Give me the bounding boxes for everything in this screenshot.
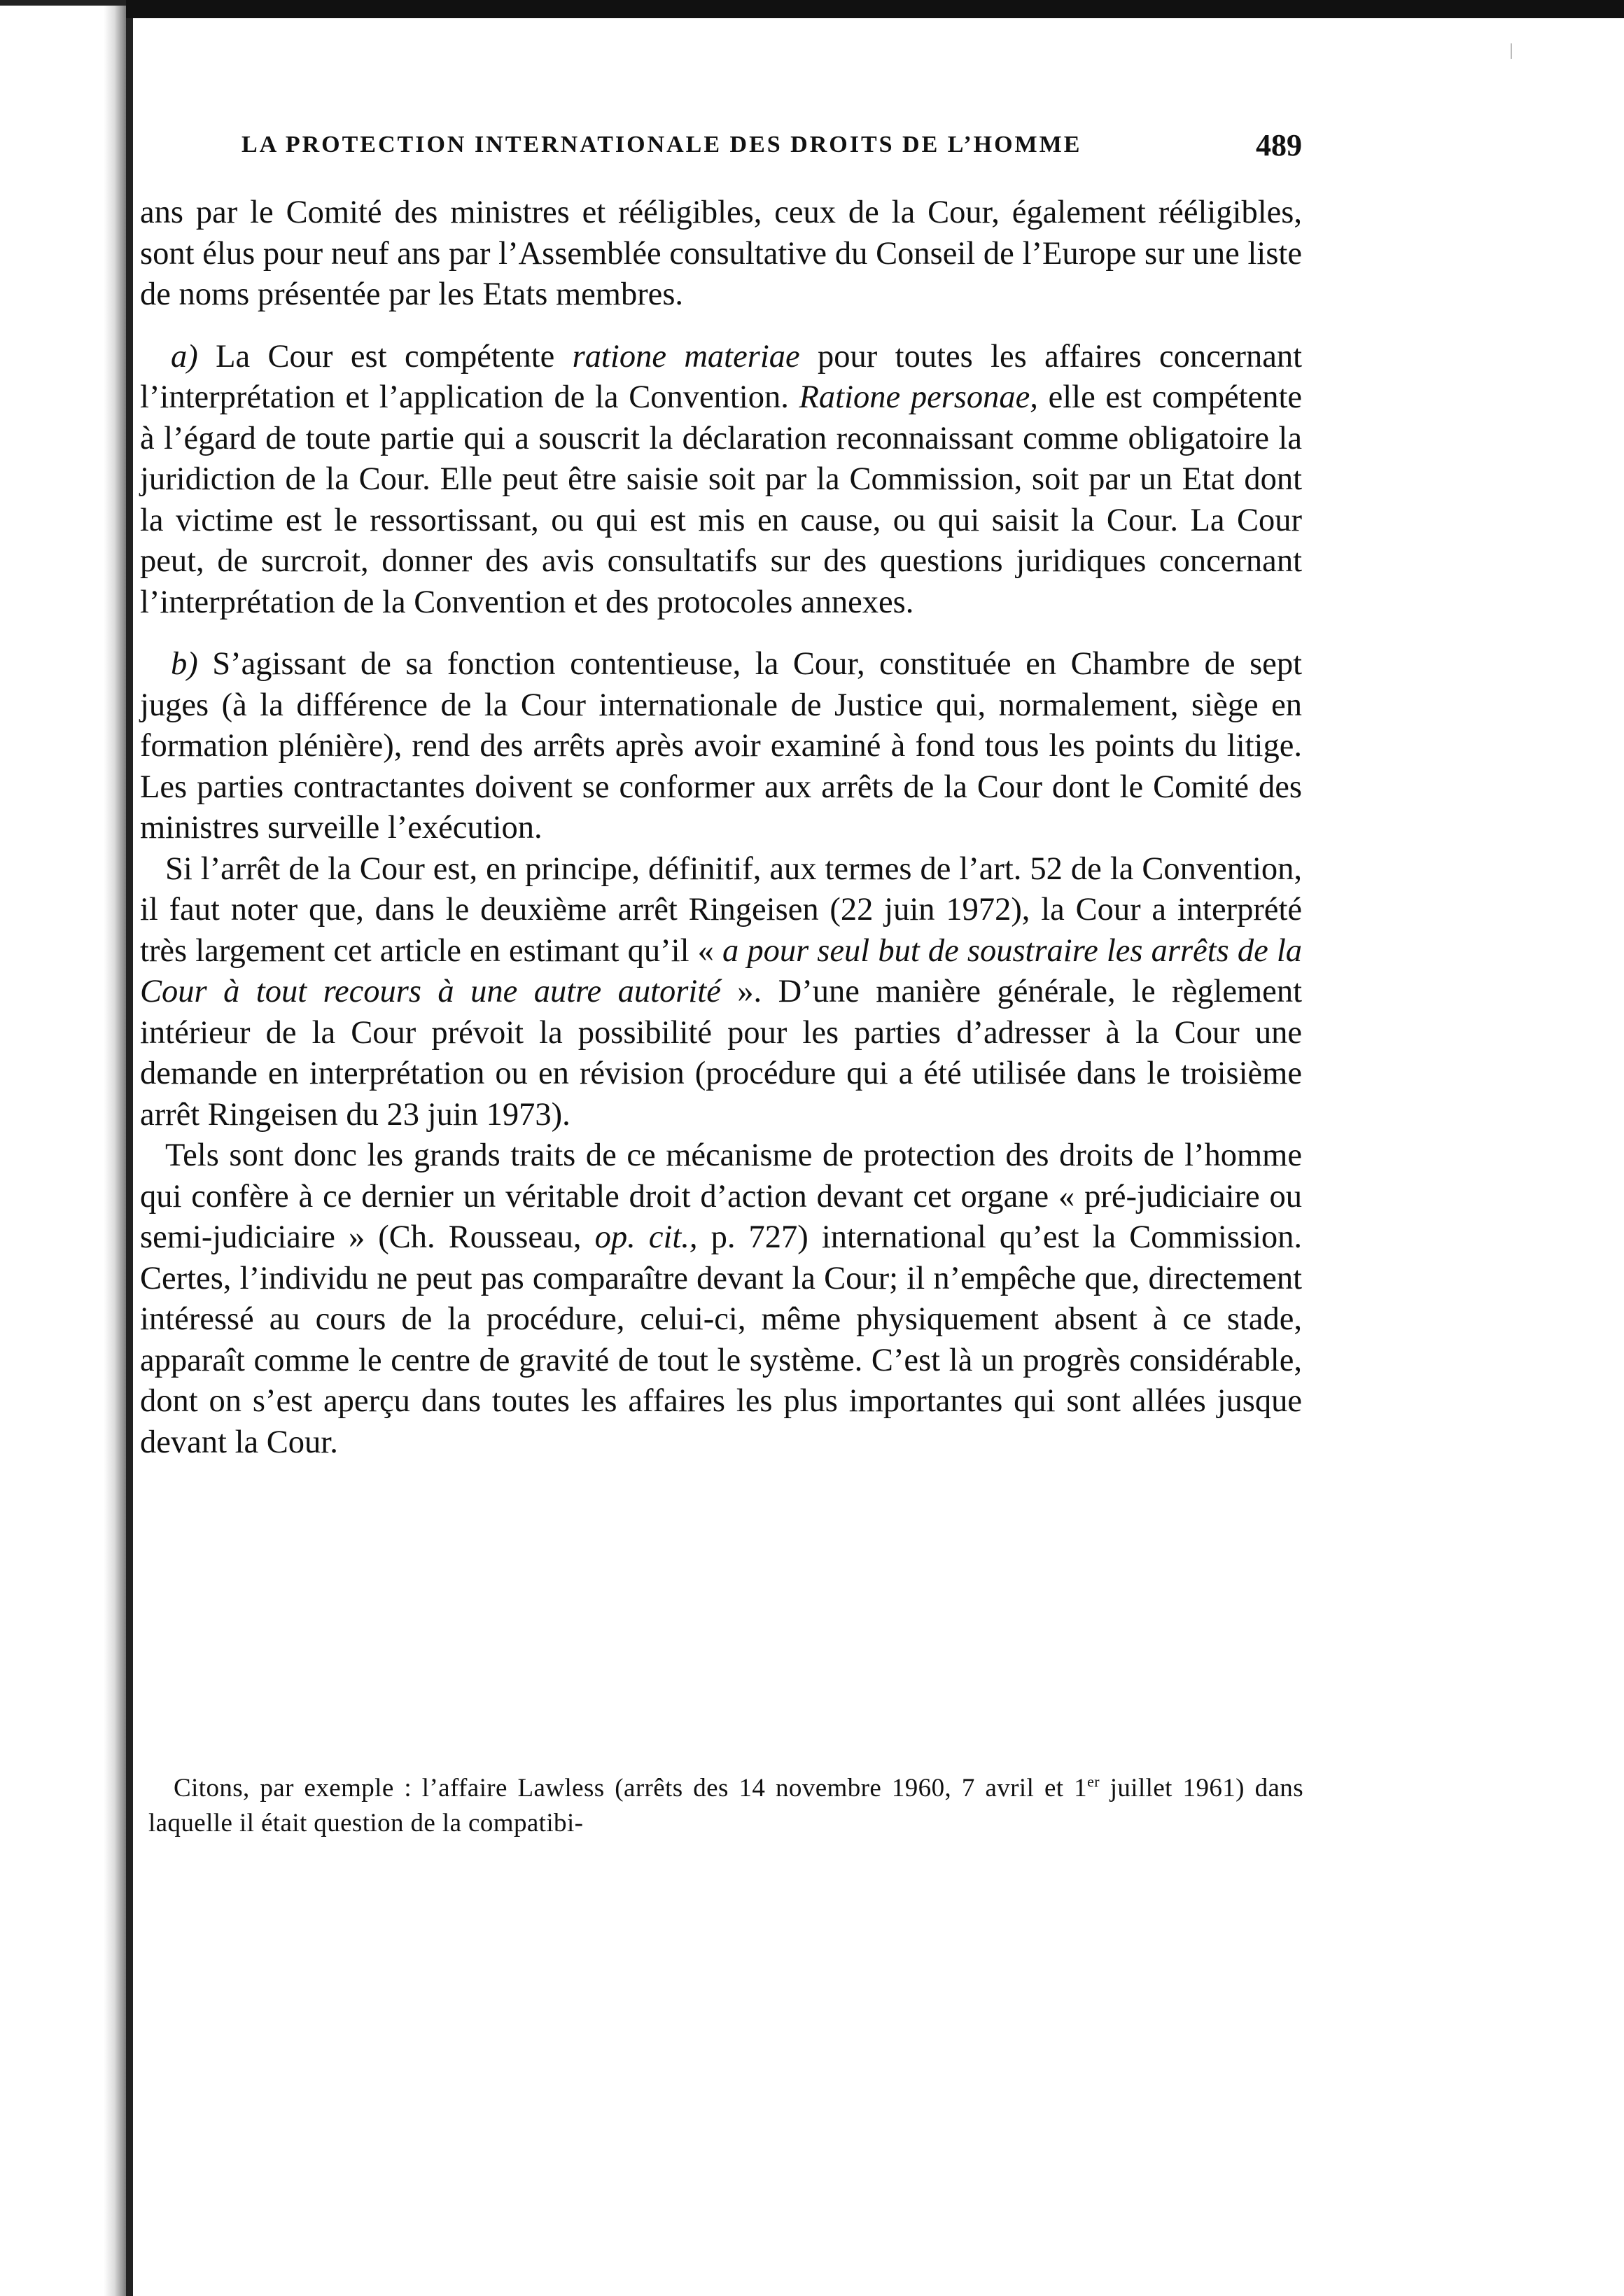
footnote <box>148 1771 1303 1841</box>
text-run: La Cour est compétente <box>197 338 573 374</box>
page-number: 489 <box>1256 128 1302 162</box>
text-run: ans par le Comité des ministres et rééligibles, ceux de la Cour, également rééligibles, sont élus pour neuf ans par l’Assemblée consultative du Conseil de l’Europe sur une liste de noms présentée par les Etats membres. <box>140 195 1302 312</box>
text-run: ». D’une manière générale, le règlement intérieur de la Cour prévoit la possibilité pour les parties d’adresser à la Cour une demande en interprétation ou en révision (procédure qui a été utilisée dans le troisième arrêt Ringeisen du 23 juin 1973). <box>140 974 1302 1133</box>
body-text <box>140 192 1302 1463</box>
scan-top-border-left <box>0 0 126 6</box>
citation: op. cit., <box>594 1219 698 1255</box>
paragraph-3 <box>140 644 1302 849</box>
scan-speck <box>1511 43 1512 59</box>
latin-term: Ratione personae, <box>799 379 1038 415</box>
paragraph-2 <box>140 337 1302 624</box>
ordinal-superscript: er <box>1087 1772 1100 1791</box>
text-run: p. 727) international qu’est la Commission. Certes, l’individu ne peut pas comparaître devant la Cour; il n’empêche que, directement intéressé au cours de la procédure, celui-ci, même physiquement absent à ce stade, apparaît comme le centre de gravité de tout le système. C’est là un progrès considérable, dont on s’est aperçu dans toutes les affaires les plus importantes qui sont allées jusque devant la Cour. <box>140 1219 1302 1460</box>
running-head <box>241 128 1302 167</box>
text-run: elle est compétente à l’égard de toute partie qui a souscrit la déclaration reconnaissant comme obligatoire la juridiction de la Cour. Elle peut être saisie soit par la Commission, soit par un Etat dont la victime est le ressortissant, ou qui est mis en cause, ou qui saisit la Cour. La Cour peut, de surcroit, donner des avis consultatifs sur des questions juridiques concernant l’interprétation de la Convention et des protocoles annexes. <box>140 379 1303 620</box>
text-run: pour toutes les affaires concernant l’interprétation et l’application de la Convention. <box>140 338 1303 415</box>
paragraph-1 <box>140 192 1302 316</box>
paragraph-5 <box>140 1135 1302 1463</box>
text-run: Si l’arrêt de la Cour est, en principe, définitif, aux termes de l’art. 52 de la Convention, il faut noter que, dans le deuxième arrêt Ringeisen (22 juin 1972), la Cour a interprété très largement cet article en estimant qu’il « <box>140 850 1302 969</box>
scan-top-border <box>126 0 1624 18</box>
scan-gutter-shadow <box>0 0 133 2296</box>
quotation: a pour seul but de soustraire les arrêts de la Cour à tout recours à une autre autorité <box>140 932 1302 1009</box>
footnote-text: juillet 1961) dans laquelle il était question de la compatibi- <box>148 1774 1303 1837</box>
scan-page-edge <box>126 14 133 2296</box>
paragraph-4 <box>140 849 1302 1136</box>
text-run: S’agissant de sa fonction contentieuse, la Cour, constituée en Chambre de sept juges (à la différence de la Cour internationale de Justice qui, normalement, siège en formation plénière), rend des arrêts après avoir examiné à fond tous les points du litige. Les parties contractantes doivent se conformer aux arrêts de la Cour dont le Comité des ministres surveille l’exécution. <box>140 646 1302 846</box>
list-marker-b: b) <box>171 646 198 682</box>
latin-term: ratione materiae <box>572 338 800 374</box>
list-marker-a: a) <box>171 338 198 374</box>
text-run: Tels sont donc les grands traits de ce mécanisme de protection des droits de l’homme qui confère à ce dernier un véritable droit d’action devant cet organe « pré-judiciaire ou semi-judiciaire » (Ch. Rousseau, <box>140 1138 1302 1255</box>
running-title: LA PROTECTION INTERNATIONALE DES DROITS DE L’HOMME <box>241 132 1082 158</box>
footnote-text: Citons, par exemple : l’affaire Lawless (arrêts des 14 novembre 1960, 7 avril et 1 <box>174 1774 1088 1802</box>
